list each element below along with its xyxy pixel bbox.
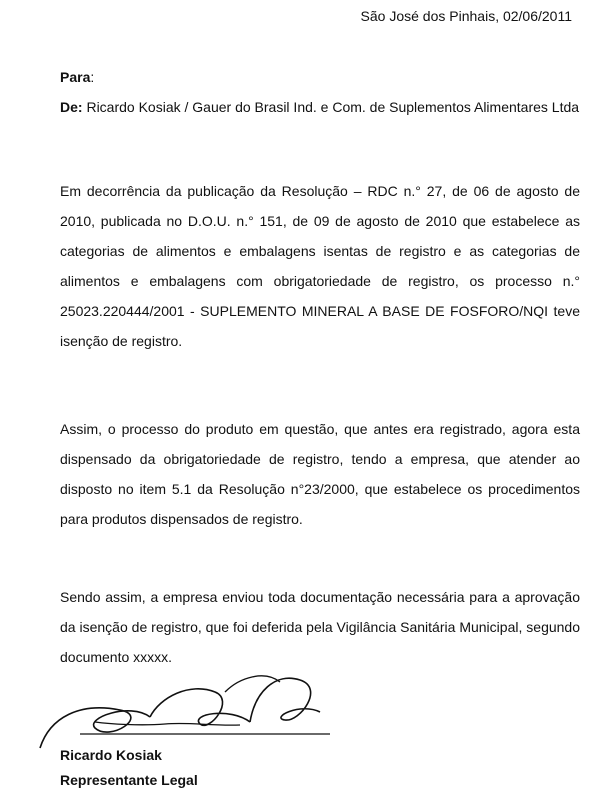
paragraph-1-text: Em decorrência da publicação da Resolução – RDC n.° 27, de 06 de agosto de 2010, publicada no D.O.U. n.° 151, de 09 de agosto de 2010 que estabelece as categorias de alimentos e embalagens isentas de registro e as categorias de alimentos e embalagens com obrigatoriedade de registro, os processo n.° 25023.220444/2001 - SUPLEMENTO MINERAL A BASE DE FOSFORO/NQI teve isenção de registro. [60, 183, 580, 349]
para-line [60, 62, 580, 92]
address-block [60, 62, 580, 122]
handwritten-signature [0, 662, 600, 752]
de-label: De: [60, 99, 83, 115]
paragraph-2-text: Assim, o processo do produto em questão, que antes era registrado, agora esta dispensado da obrigatoriedade de registro, tendo a empresa, que atender ao disposto no item 5.1 da Resolução n°23/2000, que estabelece os procedimentos para produtos dispensados de registro. [60, 421, 580, 527]
para-colon: : [90, 69, 95, 85]
paragraph-1 [60, 176, 580, 356]
signer-name: Ricardo Kosiak [60, 747, 162, 763]
date-line: São José dos Pinhais, 02/06/2011 [360, 8, 572, 24]
paragraph-2 [60, 414, 580, 534]
signature-drawing [0, 662, 600, 752]
de-line [60, 92, 580, 122]
paragraph-3-text: Sendo assim, a empresa enviou toda documentação necessária para a aprovação da isenção de registro, que foi deferida pela Vigilância Sanitária Municipal, segundo documento xxxxx. [60, 589, 580, 665]
signer-role: Representante Legal [60, 772, 198, 788]
paragraph-3 [60, 582, 580, 672]
de-text: Ricardo Kosiak / Gauer do Brasil Ind. e Com. de Suplementos Alimentares Ltda [86, 99, 580, 115]
para-label: Para [60, 69, 91, 85]
